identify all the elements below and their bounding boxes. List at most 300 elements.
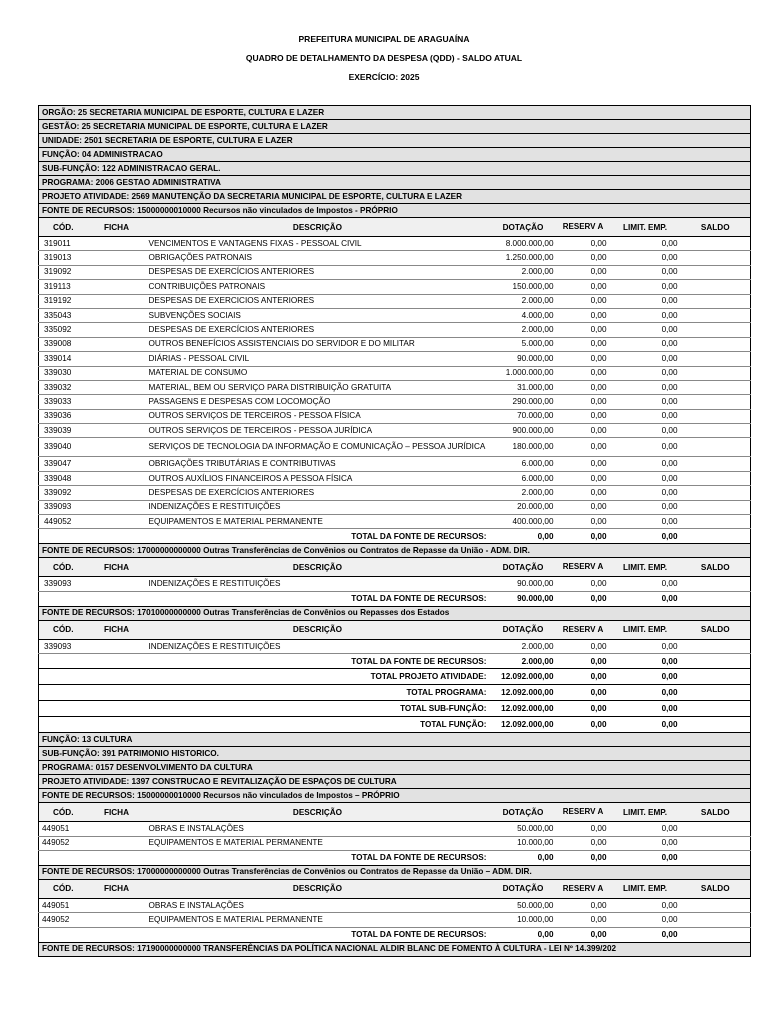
total-reserva: 0,00 (557, 654, 610, 669)
row-ficha (88, 822, 146, 836)
col-limit-emp: LIMIT. EMP. (610, 620, 681, 639)
table-row (39, 438, 751, 457)
row-limit-emp: 0,00 (610, 251, 681, 265)
col-ficha: FICHA (88, 558, 146, 577)
col-limit-emp: LIMIT. EMP. (610, 558, 681, 577)
col-reserva: RESERV A (557, 558, 610, 577)
row-dotacao: 50.000,00 (490, 822, 557, 836)
total-reserva: 0,00 (557, 591, 610, 606)
row-reserva: 0,00 (557, 836, 610, 850)
row-ficha (88, 639, 146, 653)
total-row (39, 701, 751, 717)
row-ficha (88, 280, 146, 294)
row-dotacao: 6.000,00 (490, 457, 557, 471)
row-dotacao: 2.000,00 (490, 323, 557, 337)
row-saldo (681, 380, 751, 394)
row-dotacao: 180.000,00 (490, 438, 557, 457)
row-ficha (88, 251, 146, 265)
row-dotacao: 8.000.000,00 (490, 237, 557, 251)
row-saldo (681, 366, 751, 380)
row-dotacao: 2.000,00 (490, 639, 557, 653)
total-limit-emp: 0,00 (610, 654, 681, 669)
col-saldo: SALDO (681, 558, 751, 577)
row-saldo (681, 836, 751, 850)
col-reserva: RESERV A (557, 620, 610, 639)
row-descricao: INDENIZAÇÕES E RESTITUIÇÕES (146, 639, 490, 653)
programa-header-text: PROGRAMA: 0157 DESENVOLVIMENTO DA CULTURA (39, 761, 751, 775)
col-descricao: DESCRIÇÃO (146, 218, 490, 237)
row-limit-emp: 0,00 (610, 352, 681, 366)
row-descricao: SERVIÇOS DE TECNOLOGIA DA INFORMAÇÃO E COMUNICAÇÃO – PESSOA JURÍDICA (146, 438, 490, 457)
col-saldo: SALDO (681, 620, 751, 639)
row-saldo (681, 500, 751, 514)
row-dotacao: 10.000,00 (490, 836, 557, 850)
col-cod: CÓD. (39, 558, 88, 577)
total-dotacao: 0,00 (490, 850, 557, 865)
fonte-header (39, 544, 751, 558)
row-descricao: OUTROS BENEFÍCIOS ASSISTENCIAIS DO SERVIDOR E DO MILITAR (146, 337, 490, 351)
row-reserva: 0,00 (557, 352, 610, 366)
row-limit-emp: 0,00 (610, 515, 681, 529)
row-ficha (88, 471, 146, 485)
total-saldo (681, 529, 751, 544)
row-cod: 319113 (39, 280, 88, 294)
col-reserva: RESERV A (557, 879, 610, 898)
fonte-header-text: FONTE DE RECURSOS: 17190000000000 TRANSFERÊNCIAS DA POLÍTICA NACIONAL ALDIR BLANC DE FOMENTO À CULTURA - LEI Nº 14.399/202 (39, 942, 751, 956)
header-prefeitura: PREFEITURA MUNICIPAL DE ARAGUAÍNA (298, 34, 470, 44)
row-limit-emp: 0,00 (610, 913, 681, 927)
fonte-header-text: FONTE DE RECURSOS: 17000000000000 Outras Transferências de Convênios ou Contratos de Repasse da União – ADM. DIR. (39, 865, 751, 879)
total-reserva: 0,00 (557, 850, 610, 865)
funcao-header-text: FUNÇÃO: 13 CULTURA (39, 733, 751, 747)
col-limit-emp: LIMIT. EMP. (610, 803, 681, 822)
col-limit-emp: LIMIT. EMP. (610, 218, 681, 237)
row-cod: 339014 (39, 352, 88, 366)
fonte-header-text: FONTE DE RECURSOS: 17010000000000 Outras Transferências de Convênios ou Repasses dos Estados (39, 606, 751, 620)
row-ficha (88, 380, 146, 394)
total-dotacao: 0,00 (490, 529, 557, 544)
table-row (39, 822, 751, 836)
col-ficha: FICHA (88, 879, 146, 898)
row-reserva: 0,00 (557, 822, 610, 836)
total-saldo (681, 850, 751, 865)
total-label: TOTAL DA FONTE DE RECURSOS: (39, 850, 490, 865)
col-cod: CÓD. (39, 218, 88, 237)
row-descricao: EQUIPAMENTOS E MATERIAL PERMANENTE (146, 836, 490, 850)
row-ficha (88, 337, 146, 351)
row-saldo (681, 424, 751, 438)
row-dotacao: 400.000,00 (490, 515, 557, 529)
row-reserva: 0,00 (557, 337, 610, 351)
unidade-header (39, 134, 751, 148)
total-dotacao: 90.000,00 (490, 591, 557, 606)
row-limit-emp: 0,00 (610, 577, 681, 591)
total-limit-emp: 0,00 (610, 529, 681, 544)
subfuncao-header-text: SUB-FUNÇÃO: 122 ADMINISTRACAO GERAL. (39, 162, 751, 176)
row-dotacao: 2.000,00 (490, 294, 557, 308)
row-limit-emp: 0,00 (610, 395, 681, 409)
total-row (39, 591, 751, 606)
row-cod: 319192 (39, 294, 88, 308)
total-saldo (681, 685, 751, 701)
table-row (39, 515, 751, 529)
row-limit-emp: 0,00 (610, 366, 681, 380)
row-cod: 449052 (39, 515, 88, 529)
row-dotacao: 90.000,00 (490, 352, 557, 366)
total-dotacao: 12.092.000,00 (490, 669, 557, 685)
col-ficha: FICHA (88, 218, 146, 237)
col-dotacao: DOTAÇÃO (490, 218, 557, 237)
row-cod: 335043 (39, 308, 88, 322)
row-dotacao: 50.000,00 (490, 898, 557, 912)
row-limit-emp: 0,00 (610, 308, 681, 322)
row-cod: 339040 (39, 438, 88, 457)
row-limit-emp: 0,00 (610, 294, 681, 308)
row-limit-emp: 0,00 (610, 380, 681, 394)
table-row (39, 280, 751, 294)
row-saldo (681, 251, 751, 265)
row-reserva: 0,00 (557, 395, 610, 409)
row-cod: 339036 (39, 409, 88, 423)
total-limit-emp: 0,00 (610, 669, 681, 685)
row-limit-emp: 0,00 (610, 486, 681, 500)
orgao-header-text: ORGÃO: 25 SECRETARIA MUNICIPAL DE ESPORTE, CULTURA E LAZER (39, 106, 751, 120)
table-row (39, 577, 751, 591)
unidade-header-text: UNIDADE: 2501 SECRETARIA DE ESPORTE, CULTURA E LAZER (39, 134, 751, 148)
total-saldo (681, 591, 751, 606)
row-limit-emp: 0,00 (610, 337, 681, 351)
row-limit-emp: 0,00 (610, 323, 681, 337)
col-dotacao: DOTAÇÃO (490, 620, 557, 639)
row-limit-emp: 0,00 (610, 280, 681, 294)
row-ficha (88, 352, 146, 366)
row-descricao: PASSAGENS E DESPESAS COM LOCOMOÇÃO (146, 395, 490, 409)
row-reserva: 0,00 (557, 500, 610, 514)
row-saldo (681, 337, 751, 351)
row-descricao: DIÁRIAS - PESSOAL CIVIL (146, 352, 490, 366)
row-descricao: MATERIAL DE CONSUMO (146, 366, 490, 380)
row-limit-emp: 0,00 (610, 500, 681, 514)
table-row (39, 395, 751, 409)
row-limit-emp: 0,00 (610, 822, 681, 836)
row-saldo (681, 471, 751, 485)
programa-header (39, 176, 751, 190)
row-reserva: 0,00 (557, 438, 610, 457)
table-row (39, 913, 751, 927)
row-reserva: 0,00 (557, 409, 610, 423)
row-dotacao: 20.000,00 (490, 500, 557, 514)
row-reserva: 0,00 (557, 237, 610, 251)
row-cod: 339039 (39, 424, 88, 438)
row-ficha (88, 237, 146, 251)
subfuncao-header (39, 747, 751, 761)
row-descricao: DESPESAS DE EXERCÍCIOS ANTERIORES (146, 265, 490, 279)
row-dotacao: 6.000,00 (490, 471, 557, 485)
row-dotacao: 4.000,00 (490, 308, 557, 322)
row-reserva: 0,00 (557, 323, 610, 337)
row-saldo (681, 898, 751, 912)
row-limit-emp: 0,00 (610, 457, 681, 471)
row-cod: 449052 (39, 836, 88, 850)
total-dotacao: 2.000,00 (490, 654, 557, 669)
row-reserva: 0,00 (557, 515, 610, 529)
gestao-header-text: GESTÃO: 25 SECRETARIA MUNICIPAL DE ESPORTE, CULTURA E LAZER (39, 120, 751, 134)
col-dotacao: DOTAÇÃO (490, 879, 557, 898)
fonte-header (39, 789, 751, 803)
row-ficha (88, 898, 146, 912)
total-reserva: 0,00 (557, 685, 610, 701)
row-reserva: 0,00 (557, 639, 610, 653)
table-row (39, 366, 751, 380)
row-limit-emp: 0,00 (610, 265, 681, 279)
total-reserva: 0,00 (557, 669, 610, 685)
row-saldo (681, 409, 751, 423)
row-descricao: OBRAS E INSTALAÇÕES (146, 822, 490, 836)
table-row (39, 898, 751, 912)
row-dotacao: 150.000,00 (490, 280, 557, 294)
row-descricao: MATERIAL, BEM OU SERVIÇO PARA DISTRIBUIÇÃO GRATUITA (146, 380, 490, 394)
row-cod: 339093 (39, 639, 88, 653)
total-reserva: 0,00 (557, 701, 610, 717)
col-saldo: SALDO (681, 879, 751, 898)
row-limit-emp: 0,00 (610, 898, 681, 912)
row-saldo (681, 352, 751, 366)
row-ficha (88, 323, 146, 337)
total-label: TOTAL DA FONTE DE RECURSOS: (39, 654, 490, 669)
projeto-header-text: PROJETO ATIVIDADE: 2569 MANUTENÇÃO DA SECRETARIA MUNICIPAL DE ESPORTE, CULTURA E LAZER (39, 190, 751, 204)
row-reserva: 0,00 (557, 471, 610, 485)
total-limit-emp: 0,00 (610, 701, 681, 717)
row-dotacao: 2.000,00 (490, 265, 557, 279)
row-saldo (681, 639, 751, 653)
row-descricao: OUTROS AUXÍLIOS FINANCEIROS A PESSOA FÍSICA (146, 471, 490, 485)
row-dotacao: 2.000,00 (490, 486, 557, 500)
row-reserva: 0,00 (557, 457, 610, 471)
projeto-header-text: PROJETO ATIVIDADE: 1397 CONSTRUCAO E REVITALIZAÇÃO DE ESPAÇOS DE CULTURA (39, 775, 751, 789)
row-ficha (88, 294, 146, 308)
total-limit-emp: 0,00 (610, 591, 681, 606)
subfuncao-header-text: SUB-FUNÇÃO: 391 PATRIMONIO HISTORICO. (39, 747, 751, 761)
fonte-header-text: FONTE DE RECURSOS: 15000000010000 Recursos não vinculados de Impostos – PRÓPRIO (39, 789, 751, 803)
total-label: TOTAL DA FONTE DE RECURSOS: (39, 591, 490, 606)
col-cod: CÓD. (39, 803, 88, 822)
row-reserva: 0,00 (557, 380, 610, 394)
fonte-header (39, 865, 751, 879)
row-saldo (681, 308, 751, 322)
col-ficha: FICHA (88, 620, 146, 639)
row-descricao: OBRIGAÇÕES PATRONAIS (146, 251, 490, 265)
row-reserva: 0,00 (557, 577, 610, 591)
fonte-header-text: FONTE DE RECURSOS: 15000000010000 Recursos não vinculados de Impostos - PRÓPRIO (39, 204, 751, 218)
row-saldo (681, 822, 751, 836)
table-row (39, 323, 751, 337)
table-row (39, 380, 751, 394)
row-saldo (681, 323, 751, 337)
row-reserva: 0,00 (557, 898, 610, 912)
header-qdd-title: QUADRO DE DETALHAMENTO DA DESPESA (QDD) - SALDO ATUAL (245, 53, 523, 63)
table-row (39, 237, 751, 251)
row-limit-emp: 0,00 (610, 409, 681, 423)
total-limit-emp: 0,00 (610, 685, 681, 701)
table-row (39, 352, 751, 366)
row-cod: 335092 (39, 323, 88, 337)
row-descricao: DESPESAS DE EXERCÍCIOS ANTERIORES (146, 486, 490, 500)
row-descricao: SUBVENÇÕES SOCIAIS (146, 308, 490, 322)
total-row (39, 717, 751, 733)
table-row (39, 457, 751, 471)
total-saldo (681, 654, 751, 669)
row-reserva: 0,00 (557, 265, 610, 279)
row-saldo (681, 515, 751, 529)
fonte-header-text: FONTE DE RECURSOS: 17000000000000 Outras Transferências de Convênios ou Contratos de Repasse da União - ADM. DIR. (39, 544, 751, 558)
row-cod: 339030 (39, 366, 88, 380)
total-saldo (681, 717, 751, 733)
table-row (39, 265, 751, 279)
row-ficha (88, 577, 146, 591)
total-label: TOTAL PROGRAMA: (39, 685, 490, 701)
row-ficha (88, 308, 146, 322)
row-ficha (88, 836, 146, 850)
fonte-header (39, 204, 751, 218)
total-dotacao: 12.092.000,00 (490, 717, 557, 733)
row-cod: 449052 (39, 913, 88, 927)
total-limit-emp: 0,00 (610, 927, 681, 942)
table-row (39, 500, 751, 514)
total-limit-emp: 0,00 (610, 850, 681, 865)
column-header-row (39, 879, 751, 898)
col-dotacao: DOTAÇÃO (490, 803, 557, 822)
row-dotacao: 31.000,00 (490, 380, 557, 394)
row-dotacao: 5.000,00 (490, 337, 557, 351)
col-limit-emp: LIMIT. EMP. (610, 879, 681, 898)
projeto-header (39, 190, 751, 204)
row-ficha (88, 500, 146, 514)
qdd-table (38, 105, 751, 957)
row-cod: 449051 (39, 822, 88, 836)
col-ficha: FICHA (88, 803, 146, 822)
col-descricao: DESCRIÇÃO (146, 879, 490, 898)
total-reserva: 0,00 (557, 927, 610, 942)
row-dotacao: 900.000,00 (490, 424, 557, 438)
row-saldo (681, 457, 751, 471)
row-dotacao: 90.000,00 (490, 577, 557, 591)
col-reserva: RESERV A (557, 218, 610, 237)
programa-header-text: PROGRAMA: 2006 GESTAO ADMINISTRATIVA (39, 176, 751, 190)
row-descricao: OUTROS SERVIÇOS DE TERCEIROS - PESSOA FÍSICA (146, 409, 490, 423)
row-dotacao: 10.000,00 (490, 913, 557, 927)
row-ficha (88, 366, 146, 380)
funcao-header (39, 733, 751, 747)
projeto-header (39, 775, 751, 789)
total-dotacao: 12.092.000,00 (490, 685, 557, 701)
total-limit-emp: 0,00 (610, 717, 681, 733)
fonte-header (39, 606, 751, 620)
total-dotacao: 0,00 (490, 927, 557, 942)
header-exercicio: EXERCÍCIO: 2025 (348, 72, 420, 82)
row-dotacao: 290.000,00 (490, 395, 557, 409)
total-row (39, 927, 751, 942)
row-reserva: 0,00 (557, 424, 610, 438)
total-saldo (681, 927, 751, 942)
total-saldo (681, 701, 751, 717)
row-descricao: VENCIMENTOS E VANTAGENS FIXAS - PESSOAL CIVIL (146, 237, 490, 251)
row-dotacao: 1.000.000,00 (490, 366, 557, 380)
row-cod: 339092 (39, 486, 88, 500)
row-cod: 449051 (39, 898, 88, 912)
row-descricao: OUTROS SERVIÇOS DE TERCEIROS - PESSOA JURÍDICA (146, 424, 490, 438)
row-descricao: INDENIZAÇÕES E RESTITUIÇÕES (146, 577, 490, 591)
total-label: TOTAL PROJETO ATIVIDADE: (39, 669, 490, 685)
row-descricao: CONTRIBUIÇÕES PATRONAIS (146, 280, 490, 294)
total-dotacao: 12.092.000,00 (490, 701, 557, 717)
orgao-header (39, 106, 751, 120)
row-descricao: OBRIGAÇÕES TRIBUTÁRIAS E CONTRIBUTIVAS (146, 457, 490, 471)
document-header (0, 30, 768, 87)
total-reserva: 0,00 (557, 717, 610, 733)
column-header-row (39, 620, 751, 639)
row-descricao: DESPESAS DE EXERCÍCIOS ANTERIORES (146, 323, 490, 337)
col-saldo: SALDO (681, 803, 751, 822)
row-cod: 339008 (39, 337, 88, 351)
row-ficha (88, 265, 146, 279)
row-reserva: 0,00 (557, 251, 610, 265)
col-dotacao: DOTAÇÃO (490, 558, 557, 577)
row-saldo (681, 294, 751, 308)
row-limit-emp: 0,00 (610, 471, 681, 485)
table-row (39, 424, 751, 438)
funcao-header (39, 148, 751, 162)
row-descricao: DESPESAS DE EXERCICIOS ANTERIORES (146, 294, 490, 308)
total-row (39, 850, 751, 865)
row-ficha (88, 409, 146, 423)
total-saldo (681, 669, 751, 685)
total-label: TOTAL DA FONTE DE RECURSOS: (39, 927, 490, 942)
row-ficha (88, 913, 146, 927)
row-cod: 339033 (39, 395, 88, 409)
gestao-header (39, 120, 751, 134)
row-descricao: EQUIPAMENTOS E MATERIAL PERMANENTE (146, 913, 490, 927)
row-ficha (88, 438, 146, 457)
col-descricao: DESCRIÇÃO (146, 558, 490, 577)
total-label: TOTAL DA FONTE DE RECURSOS: (39, 529, 490, 544)
total-row (39, 529, 751, 544)
row-saldo (681, 577, 751, 591)
row-ficha (88, 395, 146, 409)
row-saldo (681, 913, 751, 927)
row-limit-emp: 0,00 (610, 424, 681, 438)
row-reserva: 0,00 (557, 308, 610, 322)
row-cod: 339093 (39, 500, 88, 514)
row-saldo (681, 486, 751, 500)
row-ficha (88, 515, 146, 529)
column-header-row (39, 803, 751, 822)
row-cod: 319092 (39, 265, 88, 279)
total-row (39, 669, 751, 685)
row-limit-emp: 0,00 (610, 639, 681, 653)
row-cod: 339048 (39, 471, 88, 485)
row-descricao: INDENIZAÇÕES E RESTITUIÇÕES (146, 500, 490, 514)
row-saldo (681, 237, 751, 251)
table-row (39, 251, 751, 265)
table-row (39, 471, 751, 485)
row-dotacao: 1.250.000,00 (490, 251, 557, 265)
row-reserva: 0,00 (557, 913, 610, 927)
row-reserva: 0,00 (557, 294, 610, 308)
row-ficha (88, 486, 146, 500)
col-saldo: SALDO (681, 218, 751, 237)
total-label: TOTAL SUB-FUNÇÃO: (39, 701, 490, 717)
row-limit-emp: 0,00 (610, 836, 681, 850)
